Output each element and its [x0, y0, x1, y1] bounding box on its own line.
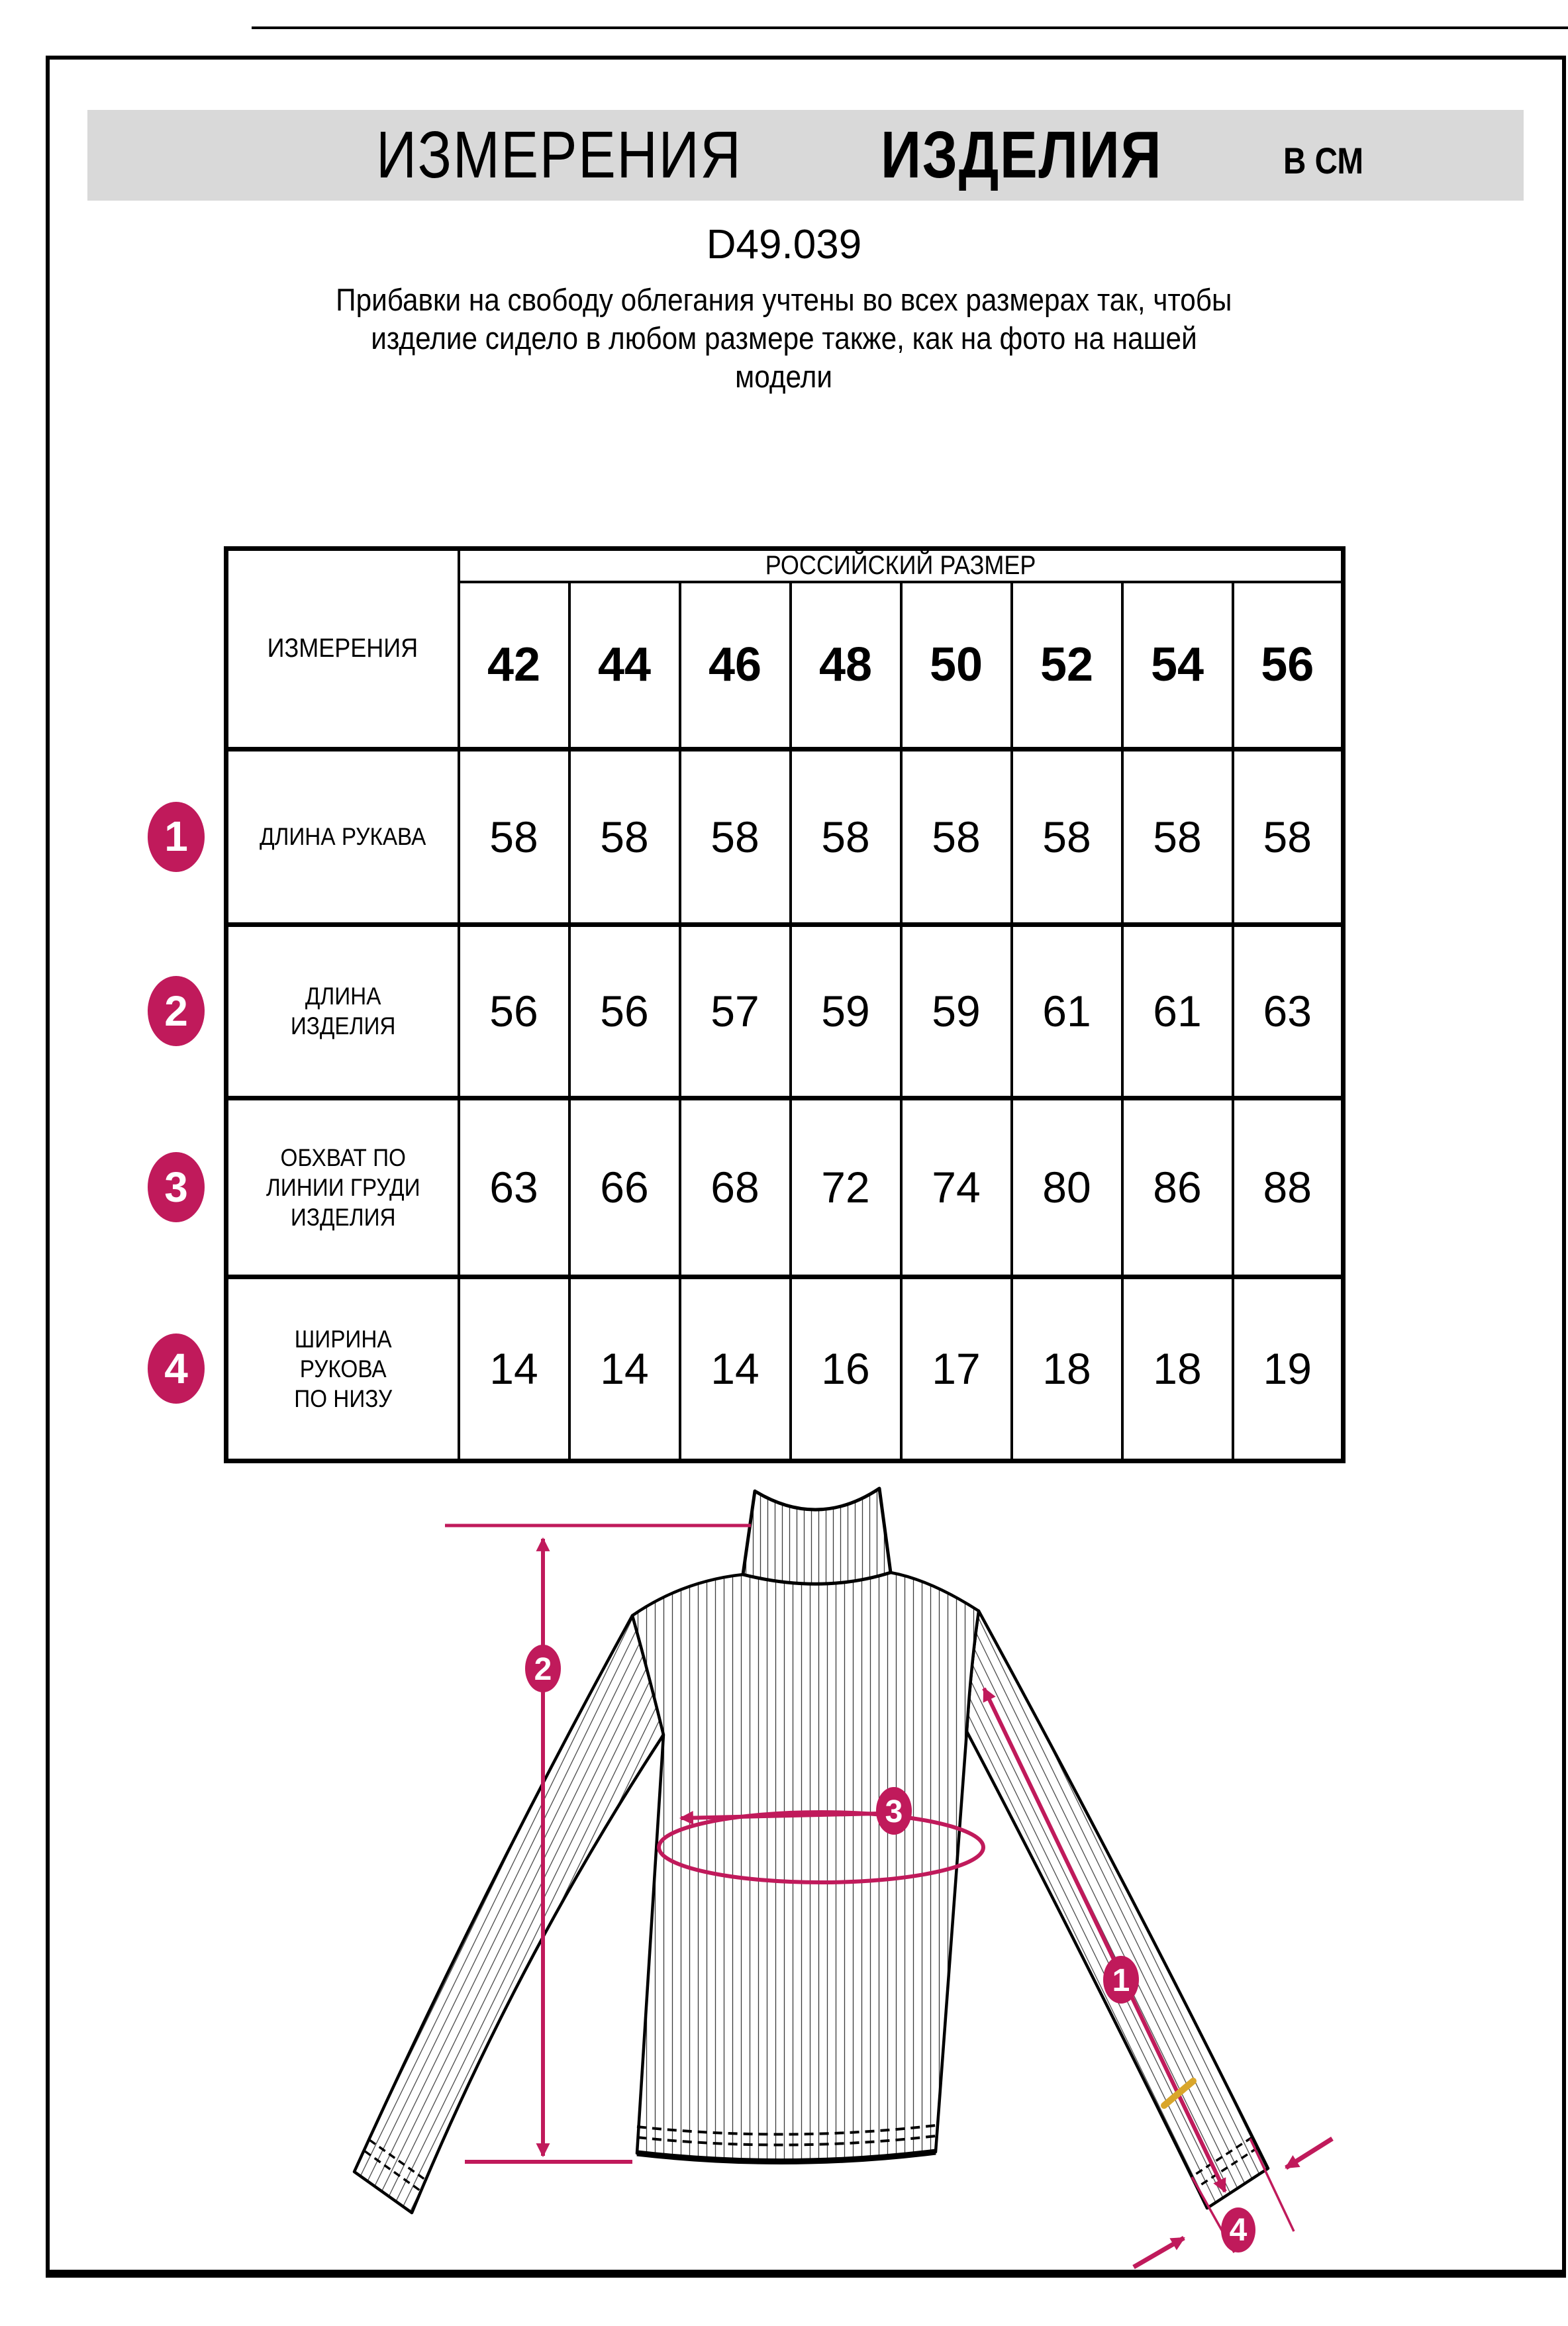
- cuff-width-arrow-upper: [1286, 2139, 1332, 2168]
- value-cell-r2c2: 56: [569, 924, 680, 1098]
- value-cell-r2c6: 61: [1012, 924, 1122, 1098]
- value-cell-r4c7: 18: [1122, 1277, 1233, 1461]
- value-cell-r3c3: 68: [680, 1098, 791, 1277]
- value-cell-r3c1: 63: [459, 1098, 569, 1277]
- turtleneck-collar: [743, 1488, 891, 1584]
- fit-note-line: изделие сидело в любом размере также, как на фото на нашей: [371, 320, 1197, 356]
- value-cell-r2c7: 61: [1122, 924, 1233, 1098]
- size-col-48: 48: [791, 582, 901, 749]
- value-cell-r1c3: 58: [680, 749, 791, 924]
- measurement-label: 2 ДЛИНА ИЗДЕЛИЯ: [226, 924, 459, 1098]
- row-badge-3: 3: [148, 1152, 205, 1222]
- value-cell-r3c2: 66: [569, 1098, 680, 1277]
- left-sleeve: [354, 1616, 663, 2213]
- value-cell-r1c5: 58: [901, 749, 1012, 924]
- value-cell-r3c5: 74: [901, 1098, 1012, 1277]
- value-cell-r4c6: 18: [1012, 1277, 1122, 1461]
- value-cell-r1c2: 58: [569, 749, 680, 924]
- title-bar: [87, 110, 1524, 201]
- value-cell-r3c4: 72: [791, 1098, 901, 1277]
- drawing-badge-4: [1221, 2207, 1255, 2253]
- fit-note-line: модели: [735, 359, 833, 394]
- value-cell-r1c7: 58: [1122, 749, 1233, 924]
- size-col-50: 50: [901, 582, 1012, 749]
- page-title-bold: ИЗДЕЛИЯ: [880, 118, 1163, 192]
- cuff-width-tick: [1250, 2139, 1294, 2231]
- corner-label: ИЗМЕРЕНИЯ: [226, 549, 459, 750]
- value-cell-r1c4: 58: [791, 749, 901, 924]
- page-title: ИЗМЕРЕНИЯ: [376, 118, 742, 192]
- row-badge-2: 2: [148, 976, 205, 1046]
- fit-note: [0, 281, 1568, 396]
- svg-text:2: 2: [534, 1652, 552, 1687]
- drawing-badge-3: [876, 1787, 912, 1835]
- value-cell-r1c8: 58: [1233, 749, 1344, 924]
- value-cell-r1c6: 58: [1012, 749, 1122, 924]
- value-cell-r2c1: 56: [459, 924, 569, 1098]
- svg-text:4: 4: [1229, 2213, 1248, 2248]
- row-badge-4: 4: [148, 1333, 205, 1404]
- size-table: [164, 546, 1346, 1463]
- value-cell-r3c7: 86: [1122, 1098, 1233, 1277]
- size-col-56: 56: [1233, 582, 1344, 749]
- cuff-width-arrow-lower: [1134, 2238, 1184, 2267]
- sleeve-length-arrow: [984, 1688, 1225, 2192]
- size-col-44: 44: [569, 582, 680, 749]
- size-table-container: [164, 546, 1346, 1463]
- russian-size-header: РОССИЙСКИЙ РАЗМЕР: [459, 549, 1344, 583]
- value-cell-r4c8: 19: [1233, 1277, 1344, 1461]
- table-header-row: [226, 549, 1344, 583]
- value-cell-r3c6: 80: [1012, 1098, 1122, 1277]
- value-cell-r4c1: 14: [459, 1277, 569, 1461]
- value-cell-r2c3: 57: [680, 924, 791, 1098]
- value-cell-r2c5: 59: [901, 924, 1012, 1098]
- measurement-label: 4 ШИРИНА РУКОВА ПО НИЗУ: [226, 1277, 459, 1461]
- size-col-54: 54: [1122, 582, 1233, 749]
- value-cell-r4c5: 17: [901, 1277, 1012, 1461]
- measurement-row: [226, 749, 1344, 924]
- value-cell-r4c4: 16: [791, 1277, 901, 1461]
- right-sleeve: [967, 1611, 1268, 2208]
- drawing-badge-1: [1103, 1956, 1139, 2004]
- value-cell-r3c8: 88: [1233, 1098, 1344, 1277]
- measurement-row: [226, 1098, 1344, 1277]
- value-cell-r2c8: 63: [1233, 924, 1344, 1098]
- svg-text:3: 3: [885, 1794, 903, 1829]
- value-cell-r2c4: 59: [791, 924, 901, 1098]
- garment-technical-drawing: [298, 1450, 1424, 2271]
- title-units: В СМ: [1283, 140, 1364, 181]
- size-col-46: 46: [680, 582, 791, 749]
- size-col-52: 52: [1012, 582, 1122, 749]
- size-col-42: 42: [459, 582, 569, 749]
- measurement-row: [226, 924, 1344, 1098]
- svg-text:1: 1: [1112, 1963, 1130, 1998]
- drawing-badge-2: [525, 1645, 561, 1692]
- fit-note-line: Прибавки на свободу облегания учтены во всех размерах так, чтобы: [336, 282, 1232, 317]
- row-badge-1: 1: [148, 802, 205, 872]
- article-number: D49.039: [706, 222, 862, 267]
- value-cell-r4c2: 14: [569, 1277, 680, 1461]
- measurement-label: 3 ОБХВАТ ПО ЛИНИИ ГРУДИ ИЗДЕЛИЯ: [226, 1098, 459, 1277]
- value-cell-r4c3: 14: [680, 1277, 791, 1461]
- value-cell-r1c1: 58: [459, 749, 569, 924]
- measurement-label: 1 ДЛИНА РУКАВА: [226, 749, 459, 924]
- top-divider-line: [252, 26, 1568, 29]
- measurement-row: [226, 1277, 1344, 1461]
